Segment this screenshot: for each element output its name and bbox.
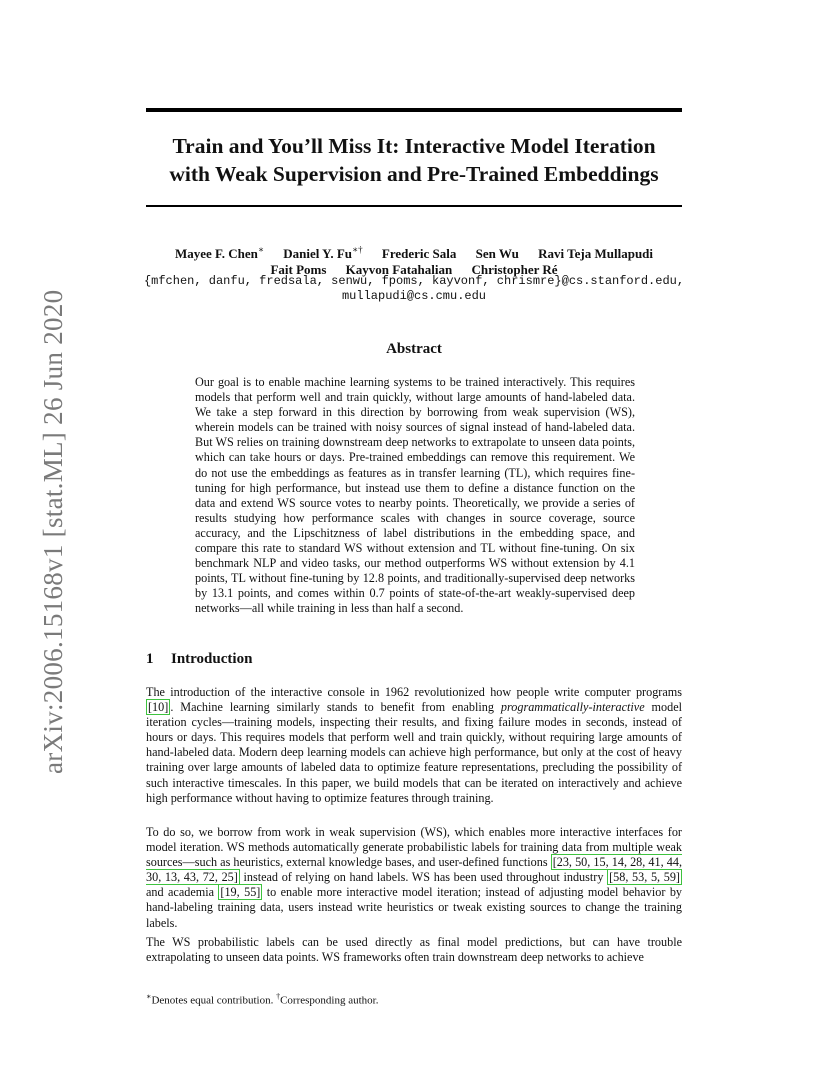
author: Frederic Sala	[381, 246, 457, 262]
paper-title	[120, 132, 708, 188]
section-number: 1	[146, 651, 154, 667]
title-line-2: with Weak Supervision and Pre-Trained Embeddings	[169, 162, 659, 186]
citation-link[interactable]: [10]	[148, 700, 169, 715]
section-title: Introduction	[171, 651, 253, 667]
intro-paragraph-2: To do so, we borrow from work in weak supervision (WS), which enables more interactive interfaces for model iteration. WS methods automatically generate probabilistic labels for training data from multiple weak sources—such as heuristics, external knowledge bases, and user-defined functions [23, 50, 15, 14, 28, 41, 44, 30, 13, 43, 72, 25] instead of relying on hand labels. WS has been used throughout industry [58, 53, 5, 59] and academia [19, 55] to enable more interactive model iteration; instead of adjusting model behavior by hand-labeling training data, users instead write heuristics or tweak existing sources to change the training labels.	[146, 825, 683, 930]
citation-link[interactable]: [23, 50, 15, 14, 28, 41, 44, 30, 13, 43, 72, 25]	[146, 855, 682, 885]
author: Ravi Teja Mullapudi	[538, 246, 654, 262]
author: Fait Poms	[270, 262, 327, 278]
author: Mayee F. Chen∗	[174, 245, 265, 262]
emphasis-text: programmatically-interactive	[500, 700, 645, 715]
abstract-heading: Abstract	[386, 341, 442, 357]
footnote: ∗Denotes equal contribution. †Corresponding author.	[146, 992, 379, 1007]
emails-line-2: mullapudi@cs.cmu.edu	[341, 289, 487, 303]
author: Daniel Y. Fu∗†	[283, 245, 363, 262]
author-emails	[120, 274, 708, 304]
author: Kayvon Fatahalian	[345, 262, 453, 278]
emails-line-1: {mfchen, danfu, fredsala, senwu, fpoms, kayvonf, chrismre}@cs.stanford.edu,	[143, 274, 685, 288]
author-list	[120, 242, 708, 278]
title-bottom-rule	[146, 205, 682, 207]
title-line-1: Train and You’ll Miss It: Interactive Model Iteration	[172, 134, 656, 158]
author: Christopher Ré	[471, 262, 558, 278]
title-top-rule	[146, 108, 682, 112]
abstract-text: Our goal is to enable machine learning systems to be trained interactively. This requires models that perform well and train quickly, without large amounts of hand-labeled data. We take a step forward in this direction by borrowing from weak supervision (WS), wherein models can be trained with noisy sources of signal instead of hand-labeled data. But WS relies on training downstream deep networks to extrapolate to unseen data points, which can take hours or days. Pre-trained embeddings can remove this requirement. We do not use the embeddings as features as in transfer learning (TL), which requires fine-tuning for high performance, but instead use them to define a distance function on the data and extend WS source votes to nearby points. Theoretically, we provide a series of results studying how performance scales with changes in source coverage, source accuracy, and the Lipschitzness of label distributions in the embedding space, and compare this rate to standard WS without extension and TL without fine-tuning. On six benchmark NLP and video tasks, our method outperforms WS without extension by 4.1 points, TL without fine-tuning by 12.8 points, and traditionally-supervised deep networks by 13.1 points, and comes within 0.7 points of state-of-the-art weakly-supervised deep networks—all while training in less than half a second.	[195, 375, 635, 616]
author: Sen Wu	[475, 246, 519, 262]
citation-link[interactable]: [19, 55]	[220, 885, 261, 900]
arxiv-sidebar-stamp: arXiv:2006.15168v1 [stat.ML] 26 Jun 2020	[38, 289, 68, 774]
citation-link[interactable]: [58, 53, 5, 59]	[609, 870, 680, 885]
intro-paragraph-3: The WS probabilistic labels can be used directly as final model predictions, but can have trouble extrapolating to unseen data points. WS frameworks often train downstream deep networks to achieve	[146, 935, 682, 965]
section-heading-introduction	[146, 651, 252, 668]
author-row-1	[120, 242, 708, 262]
intro-paragraph-1: The introduction of the interactive console in 1962 revolutionized how people write computer programs [10] . Machine learning similarly stands to benefit from enabling programmatically-interactive model iteration cycles—training models, inspecting their results, and fixing failure modes in seconds, instead of hours or days. This requires models that perform well and train quickly, without requiring large amounts of hand-labeled data. Modern deep learning models can achieve high performance, but only at the cost of heavy training over large amounts of labeled data to optimize feature representations, precluding the possibility of such interactive timescales. In this paper, we build models that can be iterated on interactively and achieve high performance without having to optimize features through training.	[146, 685, 682, 805]
